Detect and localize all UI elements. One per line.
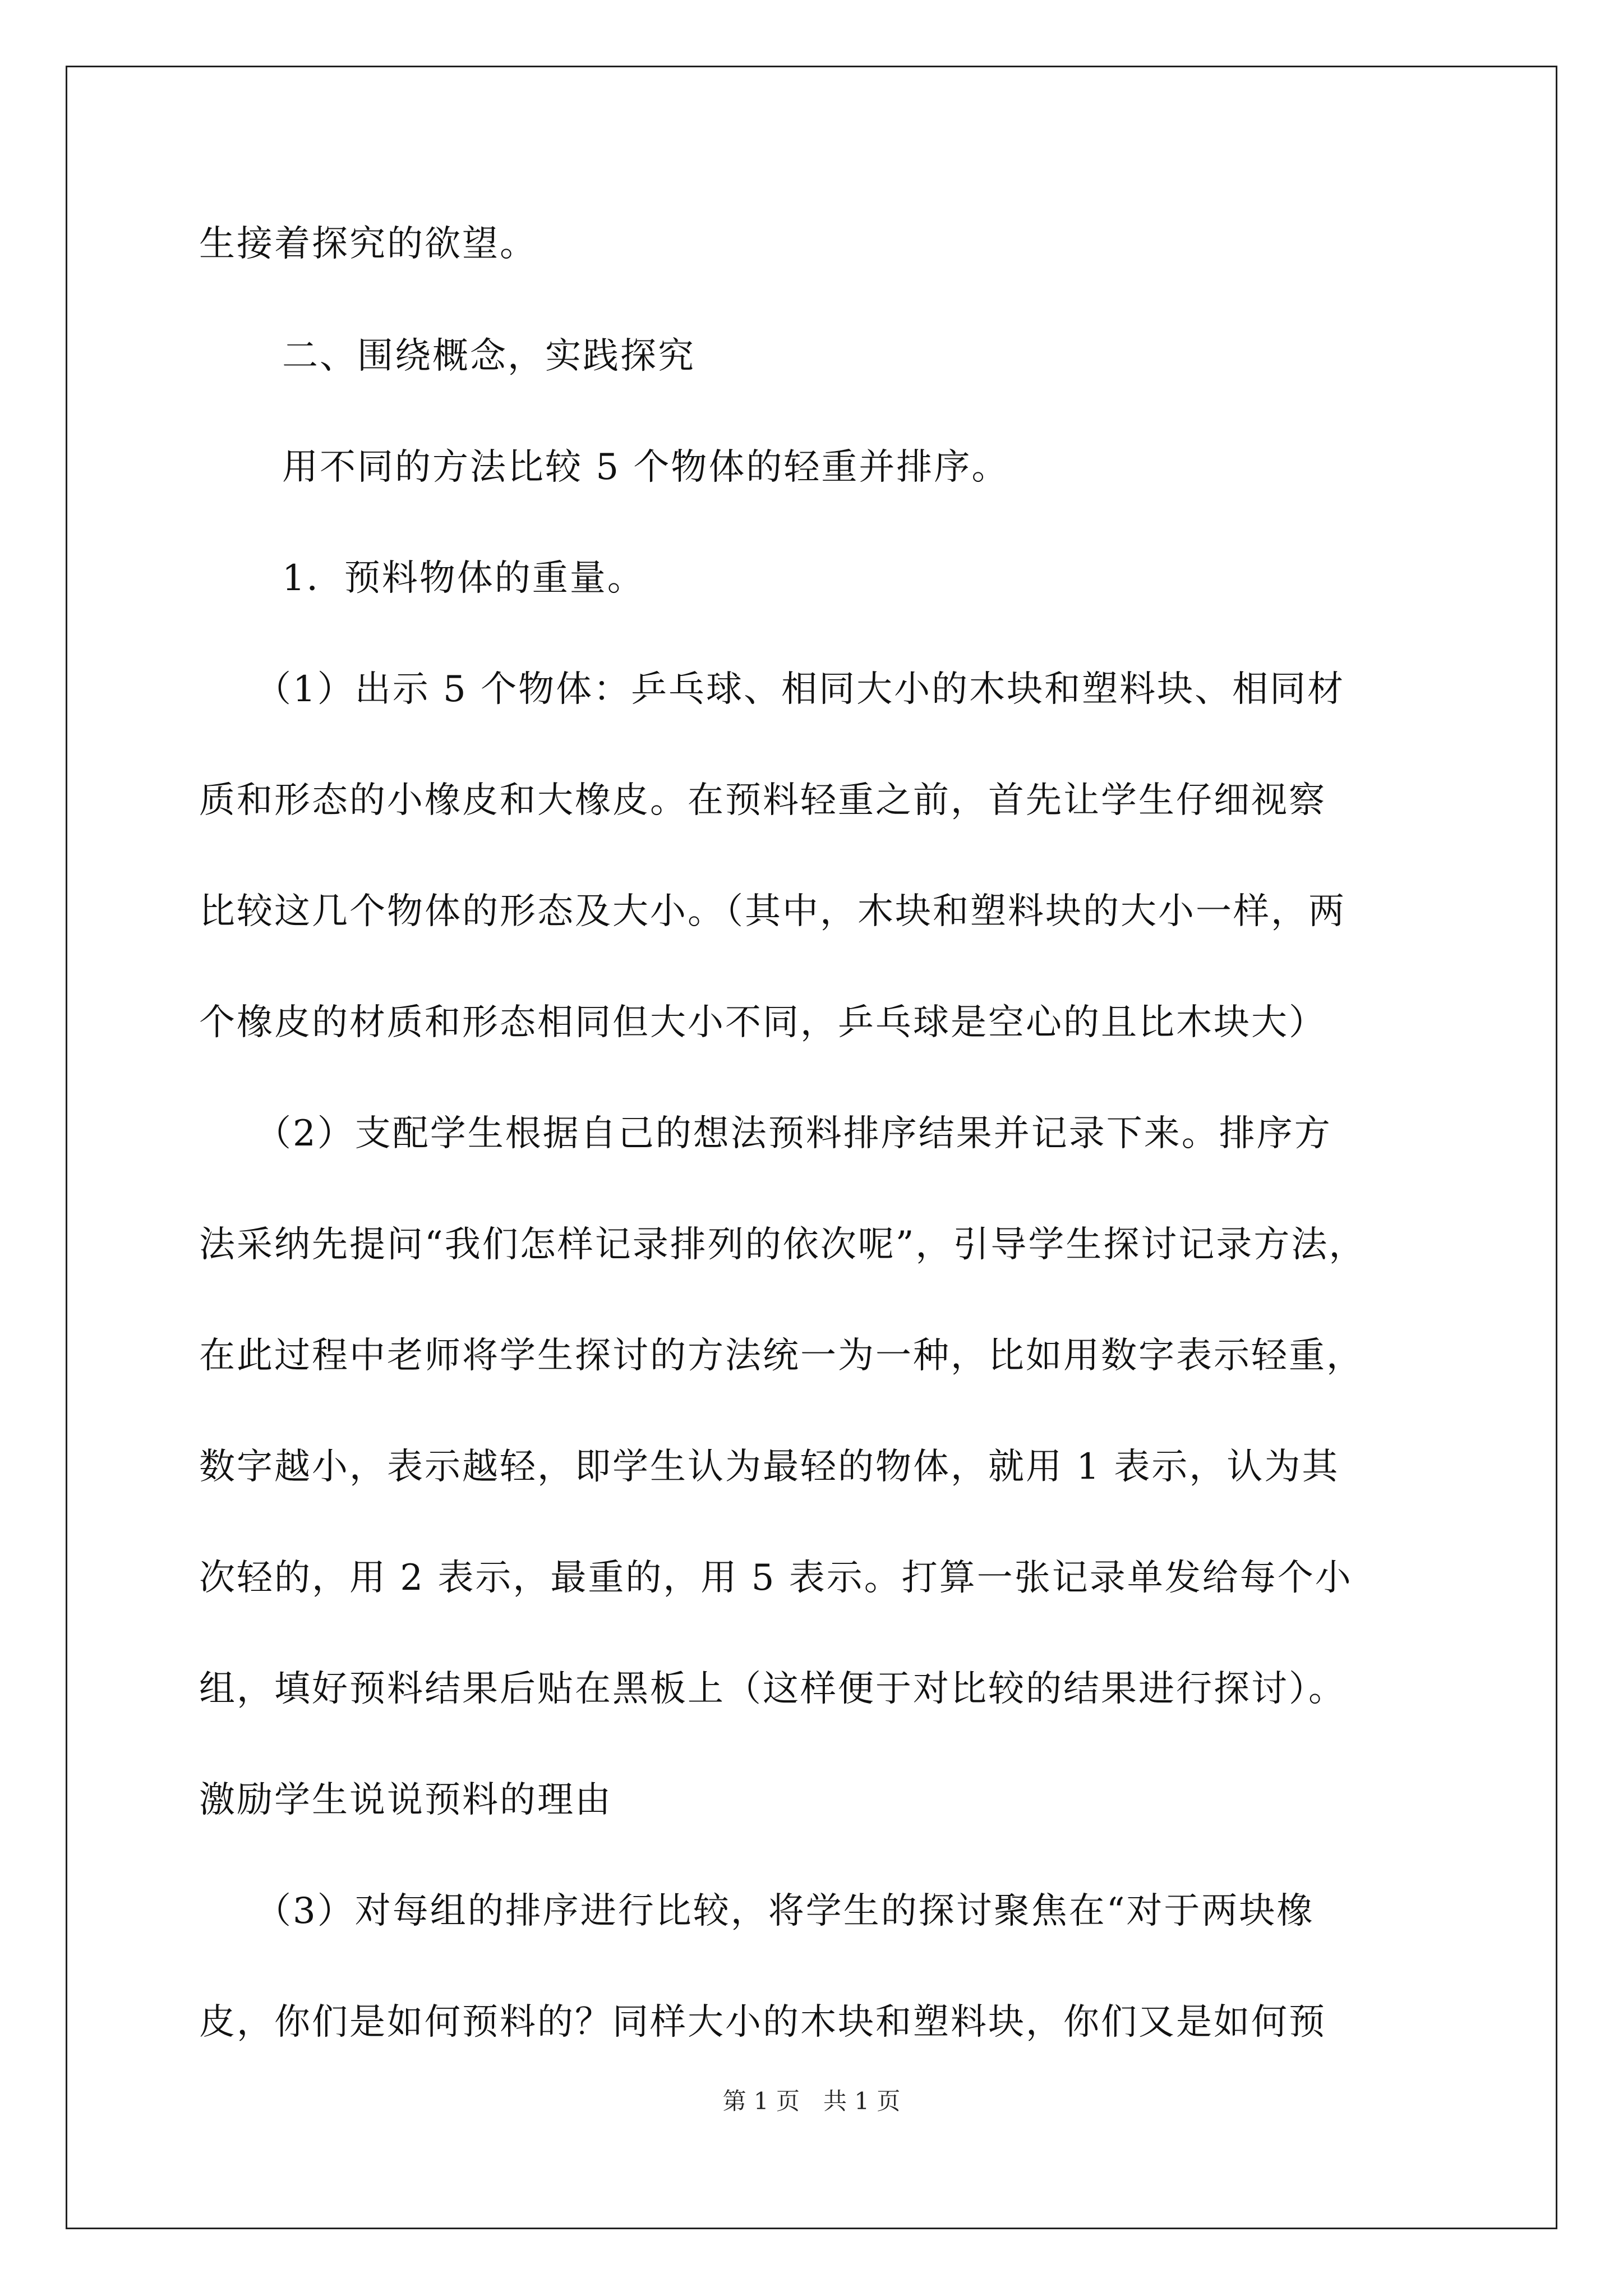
page-number-footer: 第 1 页 共 1 页: [722, 2087, 901, 2115]
text-line: 质和形态的小橡皮和大橡皮。在预料轻重之前，首先让学生仔细视察: [199, 780, 1326, 821]
text-line: 组，填好预料结果后贴在黑板上（这样便于对比较的结果进行探讨）。: [199, 1668, 1346, 1710]
text-line: 生接着探究的欲望。: [199, 223, 537, 265]
text-line: （3）对每组的排序进行比较，将学生的探讨聚焦在“对于两块橡: [255, 1890, 1315, 1932]
section-heading: 二、围绕概念，实践探究: [282, 335, 695, 377]
text-line: 皮，你们是如何预料的？同样大小的木块和塑料块，你们又是如何预: [199, 2001, 1326, 2043]
text-line: 在此过程中老师将学生探讨的方法统一为一种，比如用数字表示轻重，: [199, 1335, 1364, 1377]
text-line: 用不同的方法比较 5 个物体的轻重并排序。: [282, 447, 1009, 488]
text-line: （1）出示 5 个物体：乒乓球、相同大小的木块和塑料块、相同材: [255, 669, 1345, 710]
text-line: 数字越小，表示越轻，即学生认为最轻的物体，就用 1 表示，认为其: [199, 1446, 1340, 1488]
text-line: 法采纳先提问“我们怎样记录排列的依次呢”，引导学生探讨记录方法，: [199, 1224, 1367, 1266]
text-line: 激励学生说说预料的理由: [199, 1779, 612, 1821]
numbered-item: 1．预料物体的重量。: [282, 558, 645, 599]
text-line: 比较这几个物体的形态及大小。（其中，木块和塑料块的大小一样，两: [199, 891, 1346, 932]
text-line: 个橡皮的材质和形态相同但大小不同，乒乓球是空心的且比木块大）: [199, 1002, 1326, 1043]
text-line: 次轻的，用 2 表示，最重的，用 5 表示。打算一张记录单发给每个小: [199, 1557, 1353, 1599]
text-line: （2）支配学生根据自己的想法预料排序结果并记录下来。排序方: [255, 1113, 1332, 1154]
